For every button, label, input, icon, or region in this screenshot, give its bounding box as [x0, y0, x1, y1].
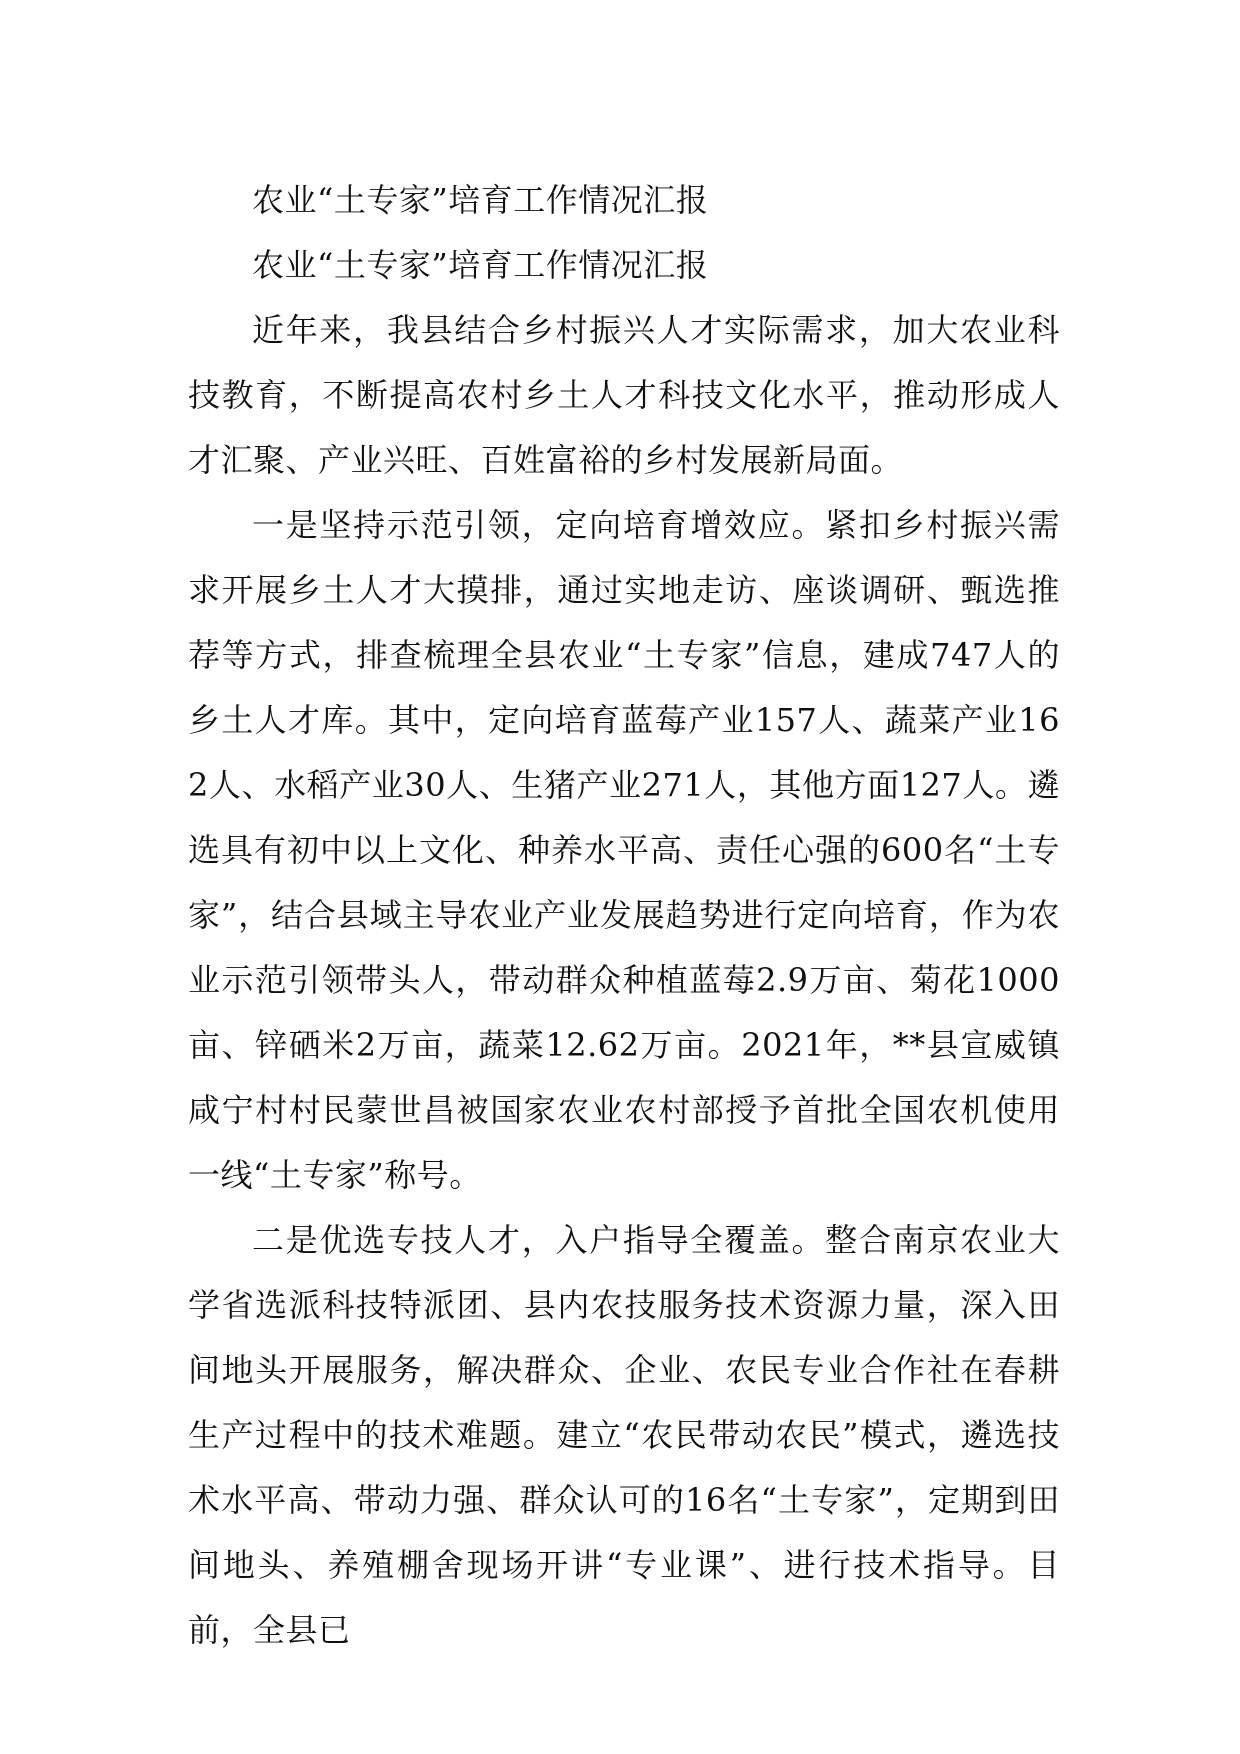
document-title-line-2: 农业“土专家”培育工作情况汇报 — [252, 246, 709, 284]
paragraph-section-one: 一是坚持示范引领，定向培育增效应。紧扣乡村振兴需求开展乡土人才大摸排，通过实地走访、座谈调研、甄选推荐等方式，排查梳理全县农业“土专家”信息，建成747人的乡土人才库。其中，定向培育蓝莓产业157人、蔬菜产业162人、水稻产业30人、生猪产业271人，其他方面127人。遴选具有初中以上文化、种养水平高、责任心强的600名“土专家”，结合县域主导农业产业发展趋势进行定向培育，作为农业示范引领带头人，带动群众种植蓝莓2.9万亩、菊花1000亩、锌硒米2万亩，蔬菜12.62万亩。2021年，**县宣威镇咸宁村村民蒙世昌被国家农业农村部授予首批全国农机使用一线“土专家”称号。 — [188, 506, 1060, 1194]
document-body — [188, 168, 1060, 1663]
paragraph-intro: 近年来，我县结合乡村振兴人才实际需求，加大农业科技教育，不断提高农村乡土人才科技文化水平，推动形成人才汇聚、产业兴旺、百姓富裕的乡村发展新局面。 — [188, 311, 1060, 479]
paragraph-section-two: 二是优选专技人才，入户指导全覆盖。整合南京农业大学省选派科技特派团、县内农技服务技术资源力量，深入田间地头开展服务，解决群众、企业、农民专业合作社在春耕生产过程中的技术难题。建立“农民带动农民”模式，遴选技术水平高、带动力强、群众认可的16名“土专家”，定期到田间地头、养殖棚舍现场开讲“专业课”、进行技术指导。目前，全县已 — [188, 1221, 1060, 1649]
document-title-line-1: 农业“土专家”培育工作情况汇报 — [252, 181, 709, 219]
